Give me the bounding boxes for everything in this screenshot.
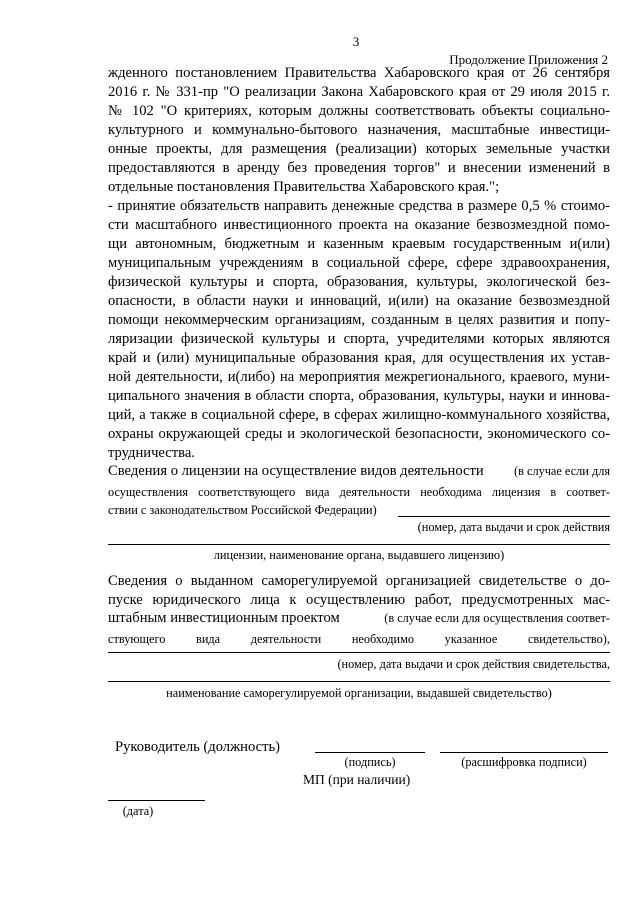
text-line: ципального значения в области спорта, образования, культуры, науки и иннова-	[108, 388, 610, 404]
text-line: охраны окружающей среды и экологической безопасности, экономического со-	[108, 426, 610, 442]
sro-note: (в случае если для осуществления соответ-	[384, 611, 610, 625]
signature-decode-line[interactable]	[440, 752, 608, 753]
license-caption: (номер, дата выдачи и срок действия	[417, 520, 610, 534]
text-line: культурного и коммунально-бытового назначения, масштабные инвестици-	[108, 122, 610, 138]
text-line: ляризации физической культуры и спорта, учредителями которых являются	[108, 331, 610, 347]
sro-note-word: необходимо	[351, 632, 415, 646]
text-line: онные проекты, для размещения (реализации) которых земельные участки	[108, 141, 610, 157]
sro-note-word: указанное	[444, 632, 498, 646]
text-line: 2016 г. № 331-пр "О реализации Закона Хабаровского края от 29 июля 2015 г.	[108, 84, 610, 100]
date-caption: (дата)	[122, 804, 154, 818]
text-line: помощи некоммерческим организациям, созданным в целях развития и попу-	[108, 312, 610, 328]
text-line: сти масштабного инвестиционного проекта на оказание безвозмездной помо-	[108, 217, 610, 233]
text-line: предоставляются в аренду без проведения торгов" и внесении изменений в	[108, 160, 610, 176]
text-line: жденного постановлением Правительства Хабаровского края от 26 сентября	[108, 65, 610, 81]
license-field-line[interactable]	[108, 544, 610, 545]
signature-line[interactable]	[315, 752, 425, 753]
license-note-line: осуществления соответствующего вида деятельности необходима лицензия в соответ-	[108, 485, 610, 499]
sro-caption: (номер, дата выдачи и срок действия свидетельства,	[337, 657, 610, 671]
head-title: Руководитель (должность)	[115, 739, 280, 755]
text-line: муниципальным учреждениям в социальной сфере, сфере здравоохранения,	[108, 255, 610, 271]
sro-line-main: штабным инвестиционным проектом	[108, 610, 340, 626]
text-line: край и (или) муниципальные образования края, для осуществления их устав-	[108, 350, 610, 366]
license-note-line: ствии с законодательством Российской Федерации)	[108, 503, 377, 517]
text-line: № 102 "О критериях, которым должны соответствовать объекты социально-	[108, 103, 610, 119]
signature-decode-caption: (расшифровка подписи)	[461, 755, 587, 769]
text-line: физической культуры и спорта, образования, культуры, экологической без-	[108, 274, 610, 290]
sro-note-word: ствующего	[108, 632, 166, 646]
text-line: щи автономным, бюджетным и казенным краевым государственным и(или)	[108, 236, 610, 252]
sro-field-line[interactable]	[108, 681, 610, 682]
sro-note-word: свидетельство),	[527, 632, 610, 646]
sro-note-line	[108, 631, 610, 647]
stamp-label: МП (при наличии)	[303, 772, 411, 787]
date-line[interactable]	[108, 800, 205, 801]
text-line: - принятие обязательств направить денежные средства в размере 0,5 % стоимо-	[108, 198, 610, 214]
text-line: Сведения о выданном саморегулируемой организацией свидетельстве о до-	[108, 573, 610, 589]
license-note: (в случае если для	[514, 464, 610, 478]
license-field-line[interactable]	[398, 516, 610, 517]
text-line: ций, а также в социальной сфере, в сферах жилищно-коммунального хозяйства,	[108, 407, 610, 423]
sro-note-word: вида	[196, 632, 221, 646]
sro-caption: наименование саморегулируемой организации, выдавшей свидетельство)	[166, 686, 552, 700]
text-line: опасности, в области науки и инноваций, и(или) на оказание безвозмездной	[108, 293, 610, 309]
text-line: пуске юридического лица к осуществлению работ, предусмотренных мас-	[108, 592, 610, 608]
sro-note-word: деятельности	[250, 632, 322, 646]
signature-caption: (подпись)	[344, 755, 396, 769]
license-heading: Сведения о лицензии на осуществление видов деятельности	[108, 463, 484, 479]
text-line: трудничества.	[108, 445, 195, 461]
page-number: 3	[352, 34, 360, 49]
sro-field-line[interactable]	[108, 652, 610, 653]
text-line: ной деятельности, и(либо) на мероприятия межрегионального, краевого, муни-	[108, 369, 610, 385]
appendix-continuation: Продолжение Приложения 2	[449, 52, 608, 67]
text-line: отдельные постановления Правительства Хабаровского края.";	[108, 179, 500, 195]
license-caption: лицензии, наименование органа, выдавшего лицензию)	[213, 548, 505, 562]
